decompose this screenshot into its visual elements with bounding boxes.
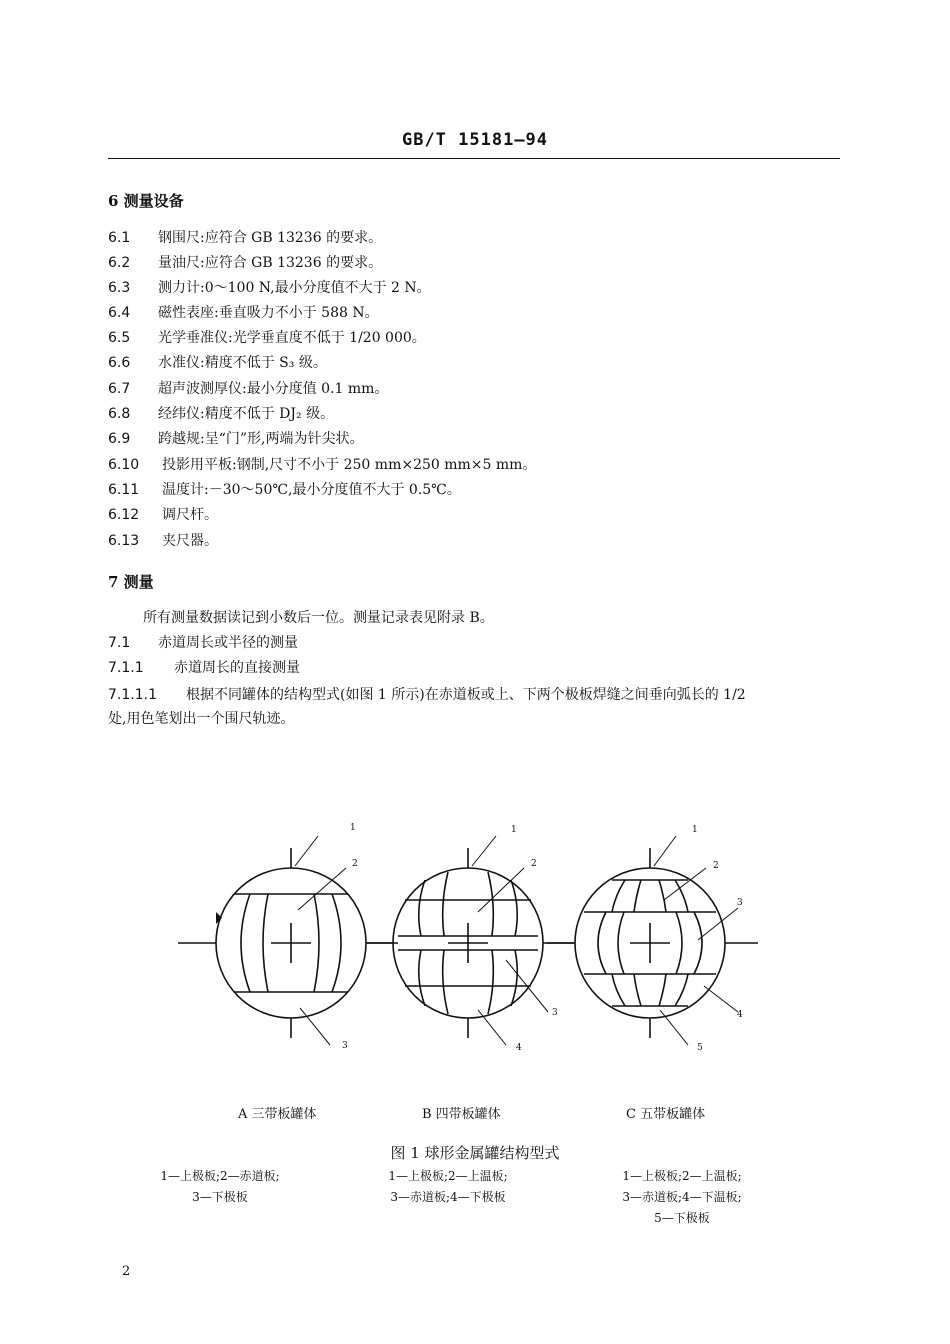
clause-text: 调尺杆。 <box>162 507 218 523</box>
clause-text: 根据不同罐体的结构型式(如图 1 所示)在赤道板或上、下两个极板焊缝之间垂向弧长的 1/2 <box>186 687 746 703</box>
clause-number: 6.7 <box>108 381 131 397</box>
callout-b-3: 3 <box>552 1008 558 1018</box>
clause-number: 6.10 <box>108 457 140 473</box>
callout-c-1: 1 <box>692 825 698 835</box>
clause-6-10 <box>108 454 536 476</box>
legend-c <box>592 1166 772 1229</box>
clause-text: 跨越规:呈“门”形,两端为针尖状。 <box>158 431 364 447</box>
subcaption-c: C 五带板罐体 <box>626 1107 706 1122</box>
clause-7-1-1 <box>108 657 300 679</box>
clause-text: 磁性表座:垂直吸力不小于 588 N。 <box>158 305 379 321</box>
section-7-heading: 7 测量 <box>108 573 154 591</box>
clause-number: 6.13 <box>108 533 140 549</box>
clause-number: 7.1 <box>108 635 131 651</box>
sphere-c <box>547 836 758 1045</box>
legend-line: 1—上极板;2—上温板; <box>622 1169 742 1183</box>
callout-c-5: 5 <box>697 1043 703 1053</box>
clause-number: 7.1.1.1 <box>108 687 157 703</box>
clause-text: 钢围尺:应符合 GB 13236 的要求。 <box>158 230 383 246</box>
clause-text: 赤道周长的直接测量 <box>174 660 300 676</box>
figure-title: 图 1 球形金属罐结构型式 <box>390 1144 560 1162</box>
clause-6-3 <box>108 277 431 299</box>
clause-number: 6.12 <box>108 507 140 523</box>
clause-6-4 <box>108 302 379 324</box>
clause-text: 投影用平板:钢制,尺寸不小于 250 mm×250 mm×5 mm。 <box>162 457 537 473</box>
clause-number: 6.5 <box>108 330 131 346</box>
clause-6-7 <box>108 378 388 400</box>
clause-6-11 <box>108 479 461 501</box>
clause-text: 光学垂准仪:光学垂直度不低于 1/20 000。 <box>158 330 426 346</box>
callout-b-2: 2 <box>531 859 537 869</box>
callout-a-3: 3 <box>342 1041 348 1051</box>
clause-number: 6.9 <box>108 431 131 447</box>
subcaption-b: B 四带板罐体 <box>422 1107 501 1122</box>
clause-6-13 <box>108 530 218 552</box>
clause-6-5 <box>108 327 426 349</box>
clause-6-1 <box>108 227 382 249</box>
section-6-heading: 6 测量设备 <box>108 192 184 210</box>
legend-line: 1—上极板;2—赤道板; <box>160 1169 280 1183</box>
legend-b <box>358 1166 538 1208</box>
callout-c-2: 2 <box>713 861 719 871</box>
callout-a-1: 1 <box>350 823 356 833</box>
legend-line: 3—赤道板;4—下温板; <box>622 1190 742 1204</box>
callout-b-1: 1 <box>511 825 517 835</box>
clause-6-2 <box>108 252 382 274</box>
legend-line: 3—下极板 <box>192 1190 248 1204</box>
figure-1-diagram <box>0 800 950 1100</box>
clause-text: 赤道周长或半径的测量 <box>158 635 298 651</box>
legend-a <box>130 1166 310 1208</box>
clause-6-9 <box>108 428 363 450</box>
page-header: GB/T 15181—94 <box>401 130 549 150</box>
clause-text: 温度计:－30～50℃,最小分度值不大于 0.5℃。 <box>162 482 461 498</box>
callout-b-4: 4 <box>516 1043 522 1053</box>
clause-text: 夹尺器。 <box>162 533 218 549</box>
clause-number: 6.4 <box>108 305 131 321</box>
clause-text: 测力计:0～100 N,最小分度值不大于 2 N。 <box>158 280 431 296</box>
clause-6-12 <box>108 504 218 526</box>
page-number: 2 <box>122 1264 131 1279</box>
clause-7-1-1-1 <box>108 684 746 706</box>
legend-line: 1—上极板;2—上温板; <box>388 1169 508 1183</box>
section-7-intro: 所有测量数据读记到小数后一位。测量记录表见附录 B。 <box>143 610 494 626</box>
legend-line: 3—赤道板;4—下极板 <box>390 1190 506 1204</box>
clause-7-1 <box>108 632 298 654</box>
clause-number: 6.2 <box>108 255 131 271</box>
clause-number: 6.1 <box>108 230 131 246</box>
callout-c-3: 3 <box>737 898 743 908</box>
callout-c-4: 4 <box>737 1010 743 1020</box>
clause-number: 6.8 <box>108 406 131 422</box>
clause-number: 6.11 <box>108 482 140 498</box>
clause-text: 水准仪:精度不低于 S₃ 级。 <box>158 355 327 371</box>
clause-number: 7.1.1 <box>108 660 144 676</box>
clause-6-8 <box>108 403 334 425</box>
clause-number: 6.6 <box>108 355 131 371</box>
sphere-a <box>178 836 398 1045</box>
sphere-b <box>366 836 574 1045</box>
header-rule <box>108 158 840 159</box>
clause-text: 经纬仪:精度不低于 DJ₂ 级。 <box>158 406 335 422</box>
subcaption-a: A 三带板罐体 <box>238 1107 317 1122</box>
callout-a-2: 2 <box>352 859 358 869</box>
clause-text: 量油尺:应符合 GB 13236 的要求。 <box>158 255 383 271</box>
clause-7-1-1-1-continuation: 处,用色笔划出一个围尺轨迹。 <box>108 711 295 727</box>
clause-6-6 <box>108 352 327 374</box>
legend-line: 5—下极板 <box>654 1211 710 1225</box>
clause-number: 6.3 <box>108 280 131 296</box>
clause-text: 超声波测厚仪:最小分度值 0.1 mm。 <box>158 381 389 397</box>
